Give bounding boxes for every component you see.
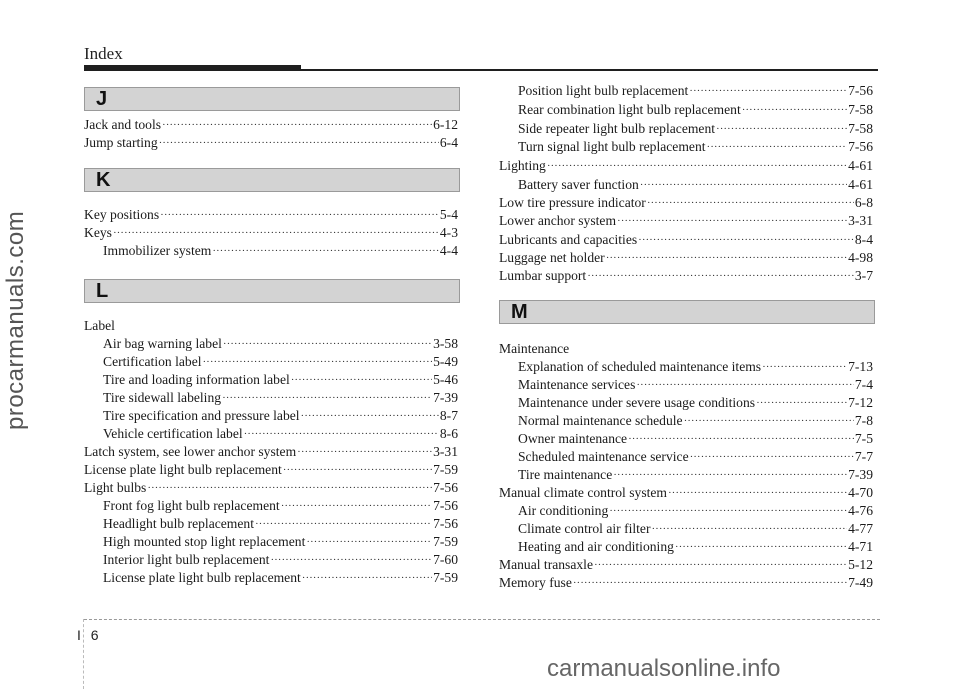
entry-text: Rear combination light bulb replacement: [518, 102, 741, 117]
leader-dots: [652, 520, 848, 538]
entry-page: 7-59: [433, 462, 458, 477]
entry-page: 4-77: [848, 521, 873, 536]
entry-text: Manual transaxle: [499, 557, 593, 572]
entry-text: Side repeater light bulb replacement: [518, 121, 716, 136]
leader-dots: [222, 389, 432, 407]
section-letter: M: [511, 301, 528, 323]
entry-text: Light bulbs: [84, 480, 147, 495]
index-subentry[interactable]: [103, 533, 458, 551]
entry-page: 4-76: [848, 503, 873, 518]
entry-page: 4-98: [848, 250, 873, 265]
entry-text: Position light bulb replacement: [518, 83, 689, 98]
entry-text: Climate control air filter: [518, 521, 651, 536]
leader-dots: [609, 502, 847, 520]
index-subentry[interactable]: [518, 82, 873, 100]
entry-page: 7-7: [854, 449, 873, 464]
entry-page: 3-7: [854, 268, 873, 283]
index-subentry[interactable]: [103, 497, 458, 515]
entry-text: Label: [84, 318, 115, 333]
entry-page: 3-31: [848, 213, 873, 228]
entry-page: 7-59: [433, 570, 458, 585]
index-entry[interactable]: [84, 461, 458, 479]
entry-text: Owner maintenance: [518, 431, 628, 446]
section-header-j: [84, 87, 460, 111]
index-subentry[interactable]: [518, 176, 873, 194]
index-subentry[interactable]: [103, 389, 458, 407]
index-entry[interactable]: [499, 249, 873, 267]
section-header-m: [499, 300, 875, 324]
entry-text: Lumbar support: [499, 268, 587, 283]
index-subentry[interactable]: [518, 520, 873, 538]
entry-page: 3-58: [433, 336, 458, 351]
index-subentry[interactable]: [103, 335, 458, 353]
footer-page: 6: [90, 627, 99, 643]
leader-dots: [617, 212, 847, 230]
index-subentry[interactable]: [103, 353, 458, 371]
entry-page: 7-59: [433, 534, 458, 549]
section-header-l: [84, 279, 460, 303]
index-entry[interactable]: [84, 317, 458, 335]
leader-dots: [203, 353, 433, 371]
entry-page: 5-12: [848, 557, 873, 572]
leader-dots: [306, 533, 432, 551]
leader-dots: [291, 371, 432, 389]
header-rule-thin: [301, 69, 878, 71]
leader-dots: [281, 497, 432, 515]
entry-page: 4-3: [439, 225, 458, 240]
entry-text: Immobilizer system: [103, 243, 212, 258]
entry-page: 7-39: [848, 467, 873, 482]
entry-text: Certification label: [103, 354, 202, 369]
entry-text: Air bag warning label: [103, 336, 222, 351]
index-entry[interactable]: [499, 574, 873, 592]
entry-text: Explanation of scheduled maintenance items: [518, 359, 762, 374]
index-subentry[interactable]: [103, 242, 458, 260]
index-entry[interactable]: [84, 443, 458, 461]
leader-dots: [255, 515, 432, 533]
entry-page: 5-49: [433, 354, 458, 369]
leader-dots: [668, 484, 847, 502]
leader-dots: [613, 466, 847, 484]
leader-dots: [675, 538, 847, 556]
watermark-left: procarmanuals.com: [2, 210, 29, 430]
entry-page: 7-58: [848, 102, 873, 117]
leader-dots: [762, 358, 847, 376]
entry-page: 4-71: [848, 539, 873, 554]
entry-page: 6-4: [439, 135, 458, 150]
index-subentry[interactable]: [518, 502, 873, 520]
entry-page: 7-12: [848, 395, 873, 410]
leader-dots: [159, 134, 439, 152]
entry-text: Memory fuse: [499, 575, 572, 590]
index-entry[interactable]: [499, 157, 873, 175]
entry-page: 7-56: [433, 480, 458, 495]
entry-page: 7-60: [433, 552, 458, 567]
entry-page: 4-4: [439, 243, 458, 258]
leader-dots: [587, 267, 854, 285]
entry-page: 3-31: [433, 444, 458, 459]
header-rule-thick: [84, 65, 301, 71]
index-subentry[interactable]: [518, 120, 873, 138]
entry-text: Turn signal light bulb replacement: [518, 139, 706, 154]
leader-dots: [147, 479, 432, 497]
leader-dots: [636, 376, 853, 394]
footer-section-letter: I: [77, 627, 81, 643]
entry-page: 7-58: [848, 121, 873, 136]
entry-page: 6-8: [854, 195, 873, 210]
leader-dots: [756, 394, 847, 412]
entry-text: Tire and loading information label: [103, 372, 290, 387]
index-subentry[interactable]: [518, 466, 873, 484]
index-entry[interactable]: [84, 224, 458, 242]
entry-text: Low tire pressure indicator: [499, 195, 646, 210]
index-subentry[interactable]: [103, 515, 458, 533]
entry-page: 7-56: [848, 83, 873, 98]
entry-text: Lubricants and capacities: [499, 232, 638, 247]
footer-page-number: [77, 627, 99, 643]
footer-rule: [84, 619, 880, 620]
entry-text: Lighting: [499, 158, 546, 173]
index-subentry[interactable]: [518, 448, 873, 466]
index-subentry[interactable]: [518, 358, 873, 376]
leader-dots: [162, 116, 432, 134]
index-subentry[interactable]: [103, 551, 458, 569]
entry-page: 8-7: [439, 408, 458, 423]
entry-text: License plate light bulb replacement: [84, 462, 282, 477]
leader-dots: [684, 412, 854, 430]
leader-dots: [573, 574, 847, 592]
entry-page: 7-56: [848, 139, 873, 154]
entry-text: High mounted stop light replacement: [103, 534, 306, 549]
index-subentry[interactable]: [103, 425, 458, 443]
entry-page: 7-8: [854, 413, 873, 428]
entry-text: Tire specification and pressure label: [103, 408, 300, 423]
leader-dots: [716, 120, 847, 138]
leader-dots: [297, 443, 432, 461]
entry-page: 7-5: [854, 431, 873, 446]
index-entry[interactable]: [499, 340, 873, 358]
entry-text: Battery saver function: [518, 177, 639, 192]
entry-text: Scheduled maintenance service: [518, 449, 689, 464]
entry-page: 7-56: [433, 498, 458, 513]
index-entry[interactable]: [499, 212, 873, 230]
entry-text: Headlight bulb replacement: [103, 516, 254, 531]
leader-dots: [638, 231, 854, 249]
entry-text: Luggage net holder: [499, 250, 605, 265]
leader-dots: [302, 569, 432, 587]
leader-dots: [689, 82, 847, 100]
index-entry[interactable]: [84, 206, 458, 224]
leader-dots: [113, 224, 439, 242]
index-entry[interactable]: [499, 194, 873, 212]
leader-dots: [283, 461, 432, 479]
leader-dots: [628, 430, 854, 448]
index-entry[interactable]: [84, 116, 458, 134]
entry-text: Key positions: [84, 207, 160, 222]
index-entry[interactable]: [499, 484, 873, 502]
index-entry[interactable]: [499, 231, 873, 249]
entry-page: 7-4: [854, 377, 873, 392]
section-header-k: [84, 168, 460, 192]
index-subentry[interactable]: [518, 412, 873, 430]
index-subentry[interactable]: [518, 538, 873, 556]
entry-page: 7-39: [433, 390, 458, 405]
index-subentry[interactable]: [518, 138, 873, 156]
entry-text: Air conditioning: [518, 503, 609, 518]
leader-dots: [212, 242, 439, 260]
index-entry[interactable]: [84, 134, 458, 152]
section-letter: L: [96, 280, 109, 302]
watermark-bottom: carmanualsonline.info: [547, 655, 781, 682]
leader-dots: [160, 206, 439, 224]
index-subentry[interactable]: [518, 101, 873, 119]
index-entry[interactable]: [499, 556, 873, 574]
leader-dots: [606, 249, 847, 267]
entry-text: Maintenance: [499, 341, 570, 356]
index-subentry[interactable]: [518, 394, 873, 412]
leader-dots: [244, 425, 439, 443]
entry-text: Maintenance under severe usage conditions: [518, 395, 756, 410]
index-subentry[interactable]: [103, 569, 458, 587]
section-letter: K: [96, 169, 111, 191]
leader-dots: [690, 448, 854, 466]
entry-page: 4-61: [848, 177, 873, 192]
leader-dots: [640, 176, 847, 194]
index-subentry[interactable]: [518, 430, 873, 448]
leader-dots: [742, 101, 847, 119]
entry-page: 5-46: [433, 372, 458, 387]
index-subentry[interactable]: [103, 407, 458, 425]
entry-page: 8-6: [439, 426, 458, 441]
entry-page: 5-4: [439, 207, 458, 222]
entry-text: Maintenance services: [518, 377, 636, 392]
entry-text: Lower anchor system: [499, 213, 617, 228]
leader-dots: [270, 551, 432, 569]
page-header-title: Index: [84, 44, 123, 63]
entry-page: 7-56: [433, 516, 458, 531]
index-subentry[interactable]: [518, 376, 873, 394]
entry-text: Front fog light bulb replacement: [103, 498, 280, 513]
entry-text: Tire sidewall labeling: [103, 390, 222, 405]
entry-text: Jump starting: [84, 135, 158, 150]
index-entry[interactable]: [499, 267, 873, 285]
entry-page: 4-70: [848, 485, 873, 500]
entry-text: Tire maintenance: [518, 467, 613, 482]
entry-page: 8-4: [854, 232, 873, 247]
leader-dots: [707, 138, 848, 156]
index-subentry[interactable]: [103, 371, 458, 389]
section-letter: J: [96, 88, 108, 110]
entry-text: Normal maintenance schedule: [518, 413, 683, 428]
entry-text: Vehicle certification label: [103, 426, 243, 441]
leader-dots: [301, 407, 439, 425]
leader-dots: [223, 335, 432, 353]
leader-dots: [547, 157, 847, 175]
entry-text: License plate light bulb replacement: [103, 570, 301, 585]
entry-text: Latch system, see lower anchor system: [84, 444, 297, 459]
entry-text: Interior light bulb replacement: [103, 552, 270, 567]
leader-dots: [594, 556, 847, 574]
entry-page: 4-61: [848, 158, 873, 173]
leader-dots: [647, 194, 854, 212]
entry-page: 6-12: [433, 117, 458, 132]
entry-text: Jack and tools: [84, 117, 162, 132]
entry-text: Heating and air conditioning: [518, 539, 674, 554]
entry-page: 7-13: [848, 359, 873, 374]
entry-text: Manual climate control system: [499, 485, 667, 500]
entry-text: Keys: [84, 225, 112, 240]
entry-page: 7-49: [848, 575, 873, 590]
index-entry[interactable]: [84, 479, 458, 497]
